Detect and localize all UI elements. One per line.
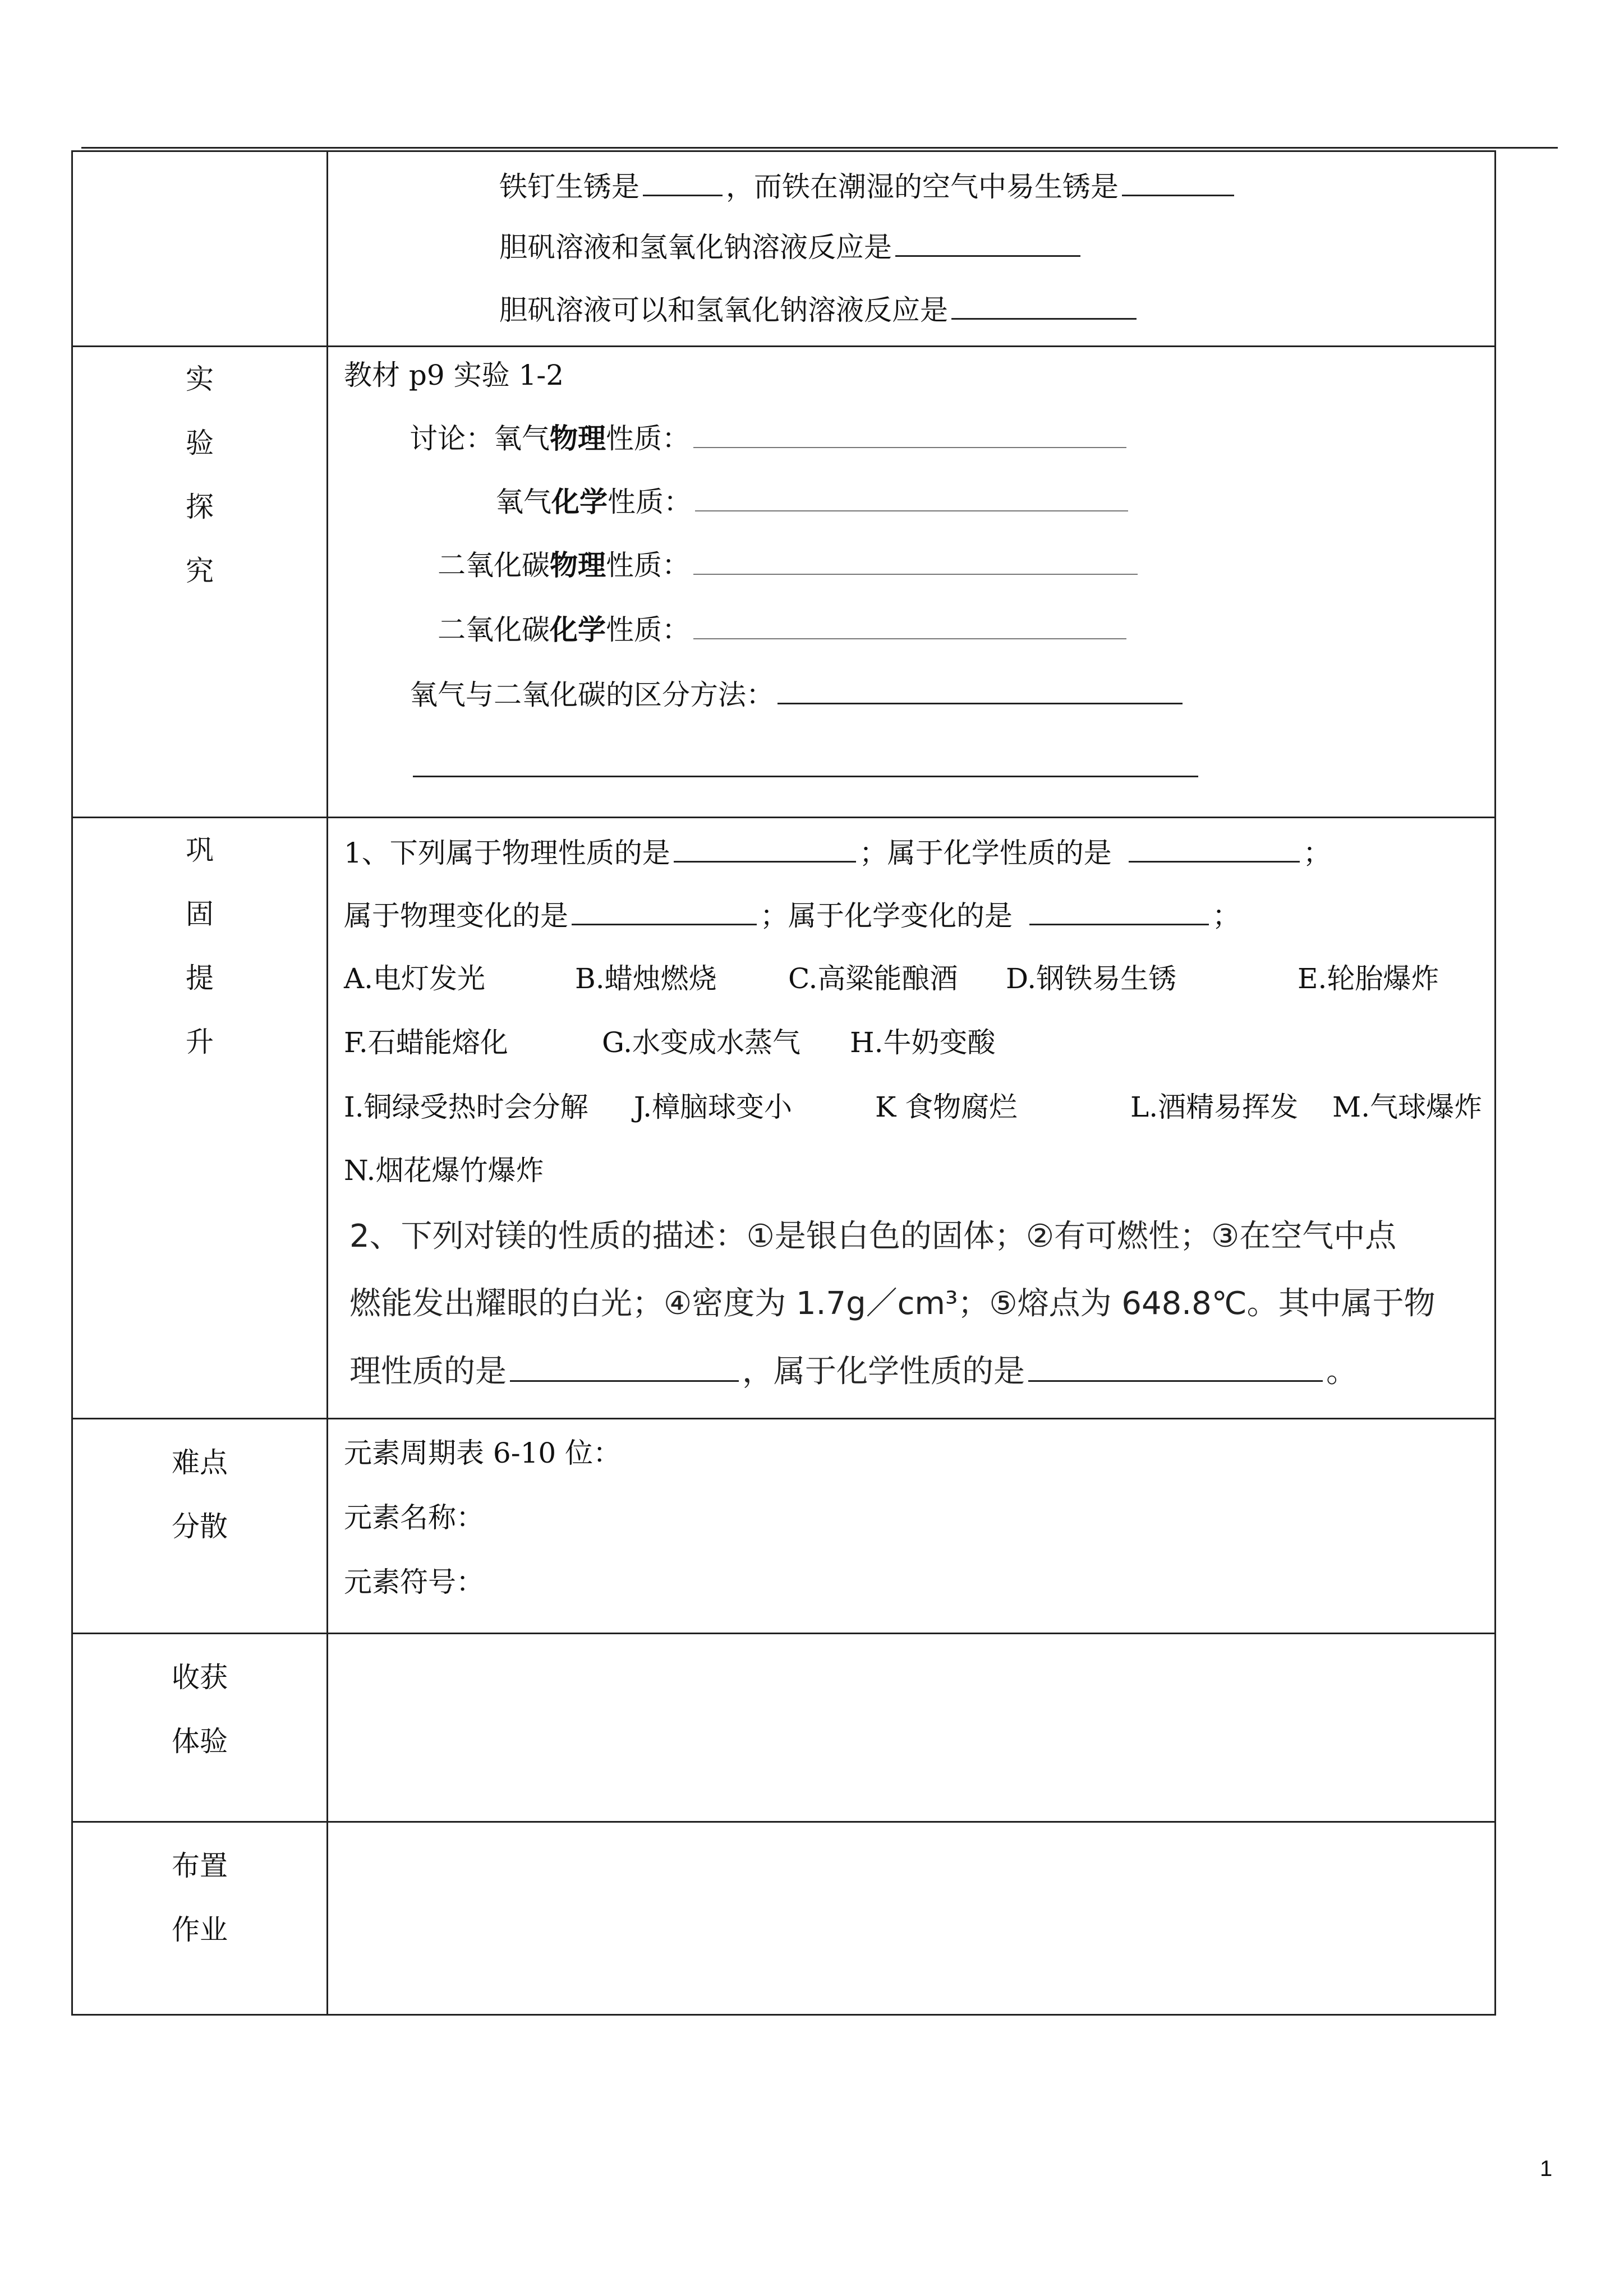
option-l: L.酒精易挥发 — [1130, 1091, 1299, 1123]
text: 化学 — [550, 613, 606, 646]
text: ； — [1212, 900, 1240, 932]
text: ，属于化学性质的是 — [742, 1353, 1025, 1390]
answer-blank[interactable] — [1029, 898, 1209, 925]
element-symbols-line: 元素符号： — [344, 1566, 484, 1598]
humid-air-text: ，而铁在潮湿的空气中易生锈是 — [726, 170, 1119, 203]
reaction-text: 胆矾溶液和氢氧化钠溶液反应是 — [499, 231, 892, 264]
harvest-label — [72, 1634, 328, 1822]
text: ； — [1303, 837, 1331, 869]
text: 性质： — [608, 486, 692, 518]
q2-line1: 2、下列对镁的性质的描述：①是银白色的固体；②有可燃性；③在空气中点 — [349, 1218, 1397, 1255]
text: 二氧化碳 — [438, 614, 550, 646]
option-f: F.石蜡能熔化 — [344, 1026, 508, 1059]
option-j: J.樟脑球变小 — [634, 1091, 793, 1123]
reaction-line — [499, 229, 1084, 264]
label-text: 作业 — [172, 1914, 228, 1946]
distinguish-text: 氧气与二氧化碳的区分方法： — [410, 679, 774, 711]
rust-text: 铁钉生锈是 — [499, 170, 640, 203]
label-text: 收获 — [172, 1661, 228, 1694]
page-number: 1 — [1540, 2156, 1553, 2181]
label-char: 究 — [186, 555, 214, 587]
text: 二氧化碳 — [438, 549, 550, 582]
experiment-label — [72, 347, 328, 818]
homework-content[interactable] — [328, 1822, 1496, 2015]
q2-line2: 燃能发出耀眼的白光；④密度为 1.7g／cm³；⑤熔点为 648.8℃。其中属于物 — [349, 1285, 1436, 1322]
answer-blank[interactable] — [1122, 169, 1234, 196]
row-rust-content — [328, 151, 1496, 347]
experiment-content — [328, 347, 1496, 818]
answer-blank[interactable] — [674, 835, 856, 863]
label-char: 提 — [186, 962, 214, 994]
option-k: K 食物腐烂 — [875, 1091, 1018, 1123]
option-d: D.钢铁易生锈 — [1006, 962, 1177, 995]
reaction-can-text: 胆矾溶液可以和氢氧化钠溶液反应是 — [499, 294, 948, 326]
text: ；属于化学性质的是 — [859, 837, 1112, 869]
periodic-table-line: 元素周期表 6-10 位： — [344, 1437, 622, 1469]
answer-blank[interactable] — [1129, 835, 1300, 863]
answer-blank[interactable] — [693, 612, 1126, 639]
consolidate-content — [328, 818, 1496, 1419]
label-char: 固 — [186, 898, 214, 930]
option-e: E.轮胎爆炸 — [1298, 962, 1439, 995]
homework-label — [72, 1822, 328, 2015]
label-char: 巩 — [186, 834, 214, 866]
text: 性质： — [606, 422, 690, 455]
answer-blank[interactable] — [693, 548, 1138, 575]
option-g: G.水变成水蒸气 — [602, 1026, 801, 1059]
option-h: H.牛奶变酸 — [850, 1026, 996, 1059]
lesson-table — [71, 150, 1496, 2016]
text: 理性质的是 — [349, 1353, 507, 1390]
label-text: 体验 — [172, 1725, 228, 1758]
o2-physical-line — [410, 421, 1130, 455]
text: ；属于化学变化的是 — [760, 900, 1013, 932]
answer-blank[interactable] — [1028, 1352, 1323, 1382]
answer-blank[interactable] — [693, 421, 1126, 448]
q2-line3 — [349, 1352, 1358, 1389]
option-a: A.电灯发光 — [344, 962, 486, 995]
top-rule — [81, 147, 1558, 149]
co2-chemical-line — [438, 612, 1130, 647]
text: 性质： — [606, 614, 690, 646]
label-text: 布置 — [172, 1850, 228, 1882]
difficulty-label — [72, 1419, 328, 1634]
consolidate-label — [72, 818, 328, 1419]
label-char: 探 — [186, 491, 214, 523]
text: 性质： — [606, 549, 690, 582]
difficulty-content — [328, 1419, 1496, 1634]
answer-blank[interactable] — [413, 750, 1198, 777]
answer-blank[interactable] — [951, 292, 1137, 320]
row-homework — [72, 1822, 1496, 2015]
element-names-line: 元素名称： — [344, 1501, 484, 1534]
row-experiment — [72, 347, 1496, 818]
text: 化学 — [551, 485, 608, 518]
option-b: B.蜡烛燃烧 — [575, 962, 717, 995]
answer-blank[interactable] — [778, 677, 1183, 704]
label-text: 难点 — [172, 1446, 228, 1479]
answer-blank[interactable] — [695, 485, 1128, 511]
q1-line1 — [344, 835, 1331, 870]
reaction-can-line — [499, 292, 1140, 327]
text: 物理 — [550, 422, 606, 455]
text: 。 — [1326, 1353, 1358, 1390]
text: 物理 — [550, 548, 606, 582]
answer-blank[interactable] — [572, 898, 757, 925]
rust-line — [499, 169, 1237, 204]
o2-chemical-line — [495, 485, 1131, 519]
answer-blank[interactable] — [510, 1352, 739, 1382]
row-harvest — [72, 1634, 1496, 1822]
label-char: 实 — [186, 363, 214, 395]
answer-blank[interactable] — [895, 229, 1080, 257]
option-m: M.气球爆炸 — [1332, 1091, 1483, 1123]
option-n: N.烟花爆竹爆炸 — [344, 1154, 544, 1187]
harvest-content[interactable] — [328, 1634, 1496, 1822]
text: 氧气 — [495, 486, 551, 518]
row-difficulty — [72, 1419, 1496, 1634]
label-text: 分散 — [172, 1510, 228, 1543]
option-i: I.铜绿受热时会分解 — [344, 1091, 588, 1123]
experiment-title: 教材 p9 实验 1-2 — [344, 359, 564, 391]
label-char: 升 — [186, 1026, 214, 1058]
row-consolidate — [72, 818, 1496, 1419]
text: 属于物理变化的是 — [344, 900, 568, 932]
option-c: C.高粱能酿酒 — [788, 962, 958, 995]
distinguish-line — [410, 677, 1186, 712]
q1-line2 — [344, 898, 1240, 933]
text: 氧气 — [494, 422, 550, 455]
row-rust-label — [72, 151, 328, 347]
text: 1、下列属于物理性质的是 — [344, 837, 670, 869]
discuss-prefix: 讨论： — [410, 422, 494, 455]
answer-blank[interactable] — [643, 169, 723, 196]
row-rust — [72, 151, 1496, 347]
label-char: 验 — [186, 427, 214, 459]
co2-physical-line — [438, 548, 1141, 582]
